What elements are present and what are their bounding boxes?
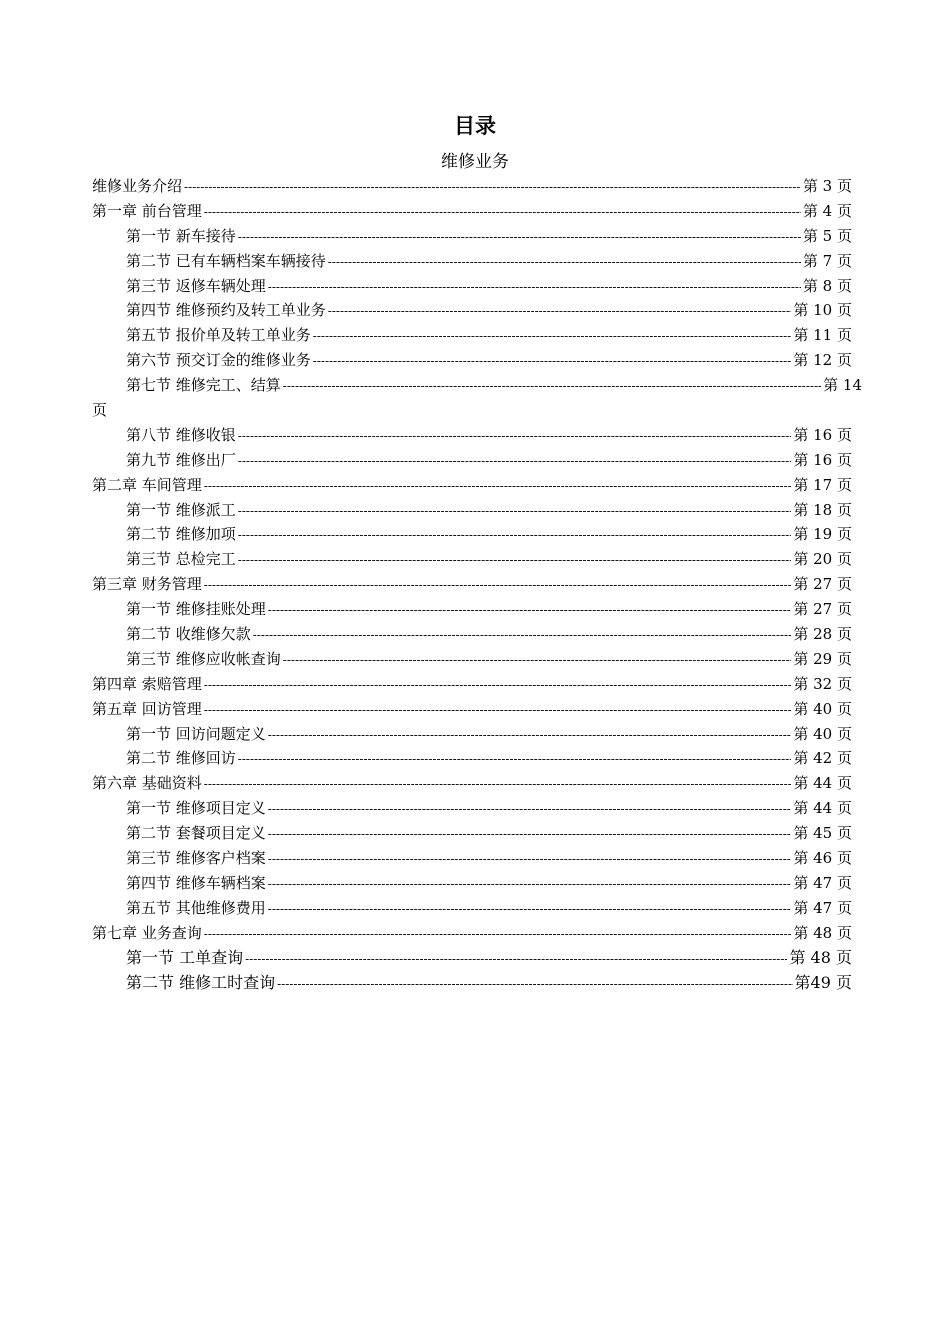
toc-entry-page: 第 47 页 — [793, 898, 852, 917]
toc-entry-label: 第一节 回访问题定义 — [126, 724, 266, 743]
toc-leader-dots — [245, 947, 787, 972]
toc-entry-page: 第 3 页 — [802, 177, 852, 195]
toc-entry-page: 第 16 页 — [793, 450, 852, 469]
toc-leader-dots — [268, 847, 792, 872]
toc-entry-label: 第三节 返修车辆处理 — [126, 276, 266, 295]
toc-subtitle: 维修业务 — [441, 152, 509, 172]
toc-entry-label: 第五章 回访管理 — [92, 699, 202, 718]
toc-entry[interactable] — [92, 722, 862, 747]
toc-entry-label: 第二章 车间管理 — [92, 475, 202, 494]
toc-leader-dots — [277, 972, 792, 997]
toc-entry-page: 第 4 页 — [802, 201, 852, 220]
toc-entry[interactable] — [92, 697, 862, 722]
toc-entry-label: 第二节 已有车辆档案车辆接待 — [126, 251, 326, 270]
toc-entry-page: 第 19 页 — [793, 525, 852, 544]
toc-entry-label: 第九节 维修出厂 — [126, 450, 236, 469]
toc-entry-page: 第 11 页 — [793, 326, 852, 345]
toc-entry-label: 第三节 总检完工 — [126, 550, 236, 569]
toc-entry-page: 第 29 页 — [793, 649, 852, 668]
toc-leader-dots — [313, 324, 792, 349]
toc-entry[interactable] — [92, 771, 862, 796]
toc-entry-page: 第 16 页 — [793, 425, 852, 444]
toc-entry[interactable] — [92, 547, 862, 572]
toc-leader-dots — [313, 349, 792, 374]
toc-entry-label: 第二节 维修工时查询 — [126, 972, 276, 992]
toc-leader-dots — [204, 573, 792, 598]
toc-entry-page: 第 48 页 — [793, 923, 852, 942]
toc-leader-dots — [204, 200, 801, 225]
toc-entry[interactable] — [92, 647, 862, 672]
toc-entry-label: 第二节 收维修欠款 — [126, 625, 251, 644]
toc-entry[interactable] — [92, 796, 862, 821]
toc-entry-label: 第一节 维修项目定义 — [126, 799, 266, 818]
toc-leader-dots — [238, 548, 792, 573]
toc-leader-dots — [204, 673, 792, 698]
toc-entry-label: 第四章 索赔管理 — [92, 674, 202, 693]
toc-entry[interactable] — [92, 572, 862, 597]
toc-entry-label: 第六章 基础资料 — [92, 774, 202, 793]
toc-entry[interactable] — [92, 373, 862, 398]
toc-entry-page: 第 7 页 — [802, 251, 852, 270]
toc-leader-dots — [204, 922, 792, 947]
toc-entry-page: 第 47 页 — [793, 873, 852, 892]
toc-leader-dots — [204, 772, 792, 797]
toc-title: 目录 — [454, 114, 496, 138]
toc-entry[interactable] — [92, 921, 862, 946]
toc-entry[interactable] — [92, 971, 862, 996]
toc-entry-page: 第 10 页 — [793, 301, 852, 320]
toc-leader-dots — [268, 897, 792, 922]
toc-entry[interactable] — [92, 522, 862, 547]
toc-entry[interactable] — [92, 224, 862, 249]
toc-entry[interactable] — [92, 597, 862, 622]
toc-entry-page: 第 20 页 — [793, 550, 852, 569]
toc-entry-label: 第三章 财务管理 — [92, 575, 202, 594]
toc-entry[interactable] — [92, 323, 862, 348]
toc-leader-dots — [268, 723, 792, 748]
toc-entry-label: 第一节 新车接待 — [126, 226, 236, 245]
toc-entry-page: 第 5 页 — [802, 226, 852, 245]
toc-entry[interactable] — [92, 423, 862, 448]
toc-entry-label: 第五节 其他维修费用 — [126, 898, 266, 917]
toc-entry-label: 第一节 维修派工 — [126, 500, 236, 519]
toc-entry[interactable] — [92, 174, 862, 199]
toc-entry-label: 第一节 维修挂账处理 — [126, 600, 266, 619]
toc-leader-dots — [204, 474, 792, 499]
toc-entry-page: 第 45 页 — [793, 824, 852, 843]
toc-leader-dots — [238, 424, 792, 449]
toc-entry-page: 第 42 页 — [793, 749, 852, 768]
toc-entry-page: 第 17 页 — [793, 475, 852, 494]
toc-entry[interactable] — [92, 448, 862, 473]
toc-entry-label: 第七节 维修完工、结算 — [126, 376, 281, 395]
toc-entry-label: 第四节 维修车辆档案 — [126, 873, 266, 892]
toc-entry-label: 第八节 维修收银 — [126, 425, 236, 444]
toc-leader-dots — [268, 598, 792, 623]
toc-entry[interactable] — [92, 896, 862, 921]
toc-entry[interactable] — [92, 199, 862, 224]
table-of-contents — [92, 174, 862, 995]
toc-entry-label: 第六节 预交订金的维修业务 — [126, 351, 311, 370]
toc-leader-dots — [268, 275, 801, 300]
toc-entry[interactable] — [92, 622, 862, 647]
toc-entry-page: 第 12 页 — [793, 351, 852, 370]
toc-entry[interactable] — [92, 298, 862, 323]
toc-entry[interactable] — [92, 746, 862, 771]
toc-entry-page: 第 14 — [823, 376, 862, 395]
toc-entry-page-continuation: 页 — [92, 401, 108, 420]
toc-entry-page: 第 8 页 — [802, 276, 852, 295]
toc-entry-page: 第 28 页 — [793, 625, 852, 644]
toc-entry-page: 第 40 页 — [793, 724, 852, 743]
toc-entry[interactable] — [92, 473, 862, 498]
toc-entry[interactable] — [92, 821, 862, 846]
toc-entry[interactable] — [92, 249, 862, 274]
toc-entry-label: 第七章 业务查询 — [92, 923, 202, 942]
toc-leader-dots — [204, 698, 792, 723]
toc-entry-label: 第二节 维修加项 — [126, 525, 236, 544]
toc-entry-page: 第 44 页 — [793, 799, 852, 818]
toc-entry-label: 第一节 工单查询 — [126, 947, 244, 967]
toc-leader-dots — [238, 523, 792, 548]
toc-leader-dots — [238, 225, 801, 250]
toc-entry-page: 第 46 页 — [793, 849, 852, 868]
toc-entry-label: 第二节 套餐项目定义 — [126, 824, 266, 843]
toc-entry-label: 第四节 维修预约及转工单业务 — [126, 301, 326, 320]
toc-leader-dots — [253, 623, 792, 648]
toc-entry-label: 第五节 报价单及转工单业务 — [126, 326, 311, 345]
toc-entry-label: 第二节 维修回访 — [126, 749, 236, 768]
toc-entry[interactable] — [92, 846, 862, 871]
toc-entry-page: 第 27 页 — [793, 575, 852, 594]
toc-leader-dots — [238, 449, 792, 474]
toc-leader-dots — [268, 797, 792, 822]
toc-entry[interactable] — [92, 871, 862, 896]
toc-entry-page: 第 48 页 — [789, 947, 852, 967]
toc-entry-label: 第一章 前台管理 — [92, 201, 202, 220]
toc-entry[interactable] — [92, 672, 862, 697]
toc-leader-dots — [268, 822, 792, 847]
toc-entry-label: 维修业务介绍 — [92, 177, 183, 195]
toc-leader-dots — [283, 374, 821, 399]
toc-entry[interactable] — [92, 348, 862, 373]
toc-leader-dots — [268, 872, 792, 897]
toc-leader-dots — [238, 499, 792, 524]
toc-entry-label: 第三节 维修客户档案 — [126, 849, 266, 868]
toc-leader-dots — [328, 299, 792, 324]
toc-entry-page: 第49 页 — [794, 972, 852, 992]
toc-entry[interactable] — [92, 946, 862, 971]
toc-entry-page: 第 32 页 — [793, 674, 852, 693]
toc-leader-dots — [238, 747, 792, 772]
toc-entry-page: 第 40 页 — [793, 699, 852, 718]
toc-entry[interactable] — [92, 498, 862, 523]
toc-entry-page: 第 27 页 — [793, 600, 852, 619]
toc-entry-label: 第三节 维修应收帐查询 — [126, 649, 281, 668]
toc-entry[interactable] — [92, 274, 862, 299]
toc-entry-page: 第 18 页 — [793, 500, 852, 519]
toc-entry-page: 第 44 页 — [793, 774, 852, 793]
toc-leader-dots — [184, 175, 801, 200]
toc-leader-dots — [328, 250, 801, 275]
toc-leader-dots — [283, 648, 792, 673]
